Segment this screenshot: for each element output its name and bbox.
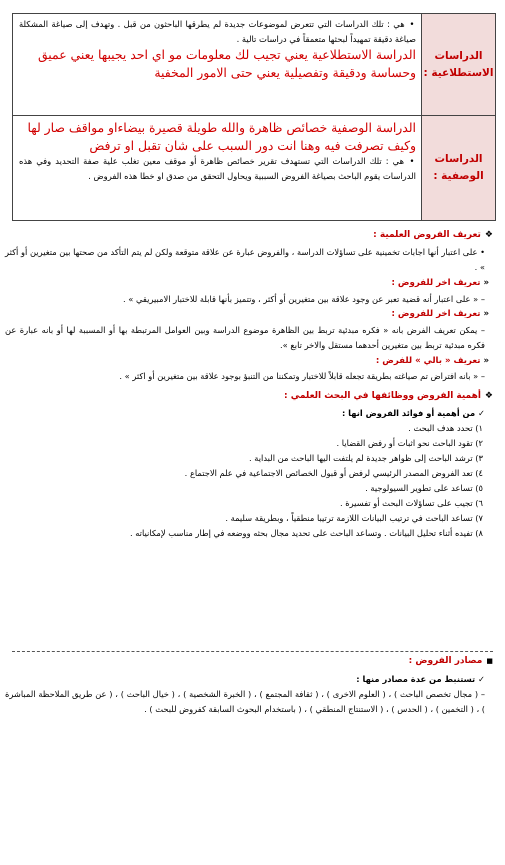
scientific-def-text: • على اعتبار أنها اجابات تخمينية على تساؤلات الدراسة ، والفروض عبارة عن علاقة متوقعة ولكن لم يتم التأكد من صحتها بين متغيرين أو أكثر » . (5, 247, 485, 273)
exploratory-label: الدراسات الاستطلاعية : (421, 14, 495, 115)
dash-icon: – (480, 371, 485, 382)
importance-item: ٥) تساعد على تطوير السيولوجية . (365, 482, 483, 493)
check-icon: ✓ (478, 673, 485, 684)
other-def1-heading: «تعريف اخر للفروض : (391, 278, 489, 289)
diamond-icon: ❖ (484, 230, 493, 240)
chevron-icon: « (483, 309, 489, 320)
descriptive-label: الدراسات الوصفية : (421, 116, 495, 220)
other-def2-text: – يمكن تعريف الفرض بانه « فكره مبدئية تربط بين الظاهرة موضوع الدراسة وبين العوامل المرتبطة بها أو المسببة لها أو بانه عبارة عن فكره مبدئية تربط بين متغيرين أحدهما مستقل والاخر تابع ». (5, 324, 485, 350)
bayli-def-heading: «تعريف « بالي » للفرض : (375, 355, 489, 366)
dash-icon: – (480, 293, 485, 304)
descriptive-row (13, 116, 495, 220)
exploratory-text: هي : تلك الدراسات التي تتعرض لموضوعات جديدة لم يطرقها الباحثون من قبل . وتهدف إلى صياغة المشكلة صياغة دقيقة تمهيداً لبحثها متعمقاً في دراسات تالية . (19, 19, 416, 44)
dash-icon: – (480, 324, 485, 335)
descriptive-text: هي : تلك الدراسات التي تستهدف تقرير خصائص ظاهرة أو موقف معين تغلب علية صفة التحديد وفي هذه الدراسات يقوم الباحث بصياغة الفروض السببية ويحاول التحقق من صدق او خطا هذه الفروض . (19, 156, 416, 181)
importance-heading: ❖أهمية الفروض ووظائفها في البحث العلمي : (284, 391, 493, 402)
exploratory-handwritten-note: الدراسة الاستطلاعية يعني تجيب لك معلومات مو اي احد يجيبها يعني عميق وحساسة ودقيقة وتفصيلية يعني حتى الامور المخفية (37, 47, 416, 81)
dash-icon: – (480, 688, 485, 699)
hypotheses-body (5, 225, 493, 541)
importance-item: ٦) تجيب على تساؤلات البحث أو تفسيرة . (339, 497, 483, 508)
chevron-icon: « (483, 355, 489, 366)
descriptive-handwritten-note: الدراسة الوصفية خصائص ظاهرة والله طويلة قصيرة بيضاءاو مواقف صار لها وكيف تصرفت فيه وهنا انت دور السبب على شان تقبل او ترفض (27, 120, 416, 153)
bullet-icon: • (480, 247, 485, 258)
sources-intro: ✓ تستنبط من عدة مصادر منها : (356, 673, 485, 684)
importance-item: ١) تحدد هدف البحث . (408, 423, 483, 434)
square-icon: ■ (486, 657, 493, 665)
importance-intro: ✓ من أهمية أو فوائد الفروض انها : (341, 408, 485, 419)
importance-item: ٧) تساعد الباحث في ترتيب البيانات اللازمة ترتيبا منطقياً ، وبطريقة سليمة . (225, 512, 483, 523)
sources-list: – ( مجال تخصص الباحث ) ، ( العلوم الاخرى ) ، ( ثقافة المجتمع ) ، ( الخبرة الشخصية ) ، ( خيال الباحث ) ، ( عن طريق الملاحظة المباشرة ) ، ( التخمين ) ، ( الحدس ) ، ( الاستنتاج المنطقي ) ، ( باستخدام البحوث السابقة كفروض للبحث ) . (5, 688, 485, 715)
sources-section (5, 651, 493, 718)
bullet-icon: • (409, 19, 415, 29)
bayli-def-text: – « بانه افتراض تم صياغته بطريقة تجعله قابلاً للاختبار وتمكننا من التنبؤ بوجود علاقة بين متغيرين أو اكثر » . (119, 371, 485, 382)
check-icon: ✓ (478, 408, 485, 419)
importance-item: ٨) تفيده أثناء تحليل البيانات . وتساعد الباحث على تحديد مجال بحثه ووضعه في إطار مناسب لإمكانياته . (129, 527, 483, 538)
diamond-icon: ❖ (484, 391, 493, 402)
chevron-icon: « (483, 278, 489, 289)
sources-heading: ■مصادر الفروض : (408, 656, 493, 666)
importance-item: ٢) تقود الباحث نحو اثبات أو رفض القضايا . (336, 438, 483, 449)
bullet-icon: • (409, 156, 415, 167)
exploratory-row (13, 14, 495, 116)
importance-item: ٤) تعد الفروض المصدر الرئيسي لرفض أو قبول الخصائص الاجتماعية في علم الاجتماع . (184, 468, 483, 478)
study-types-table (12, 13, 496, 221)
other-def1-text: – « على اعتبار أنه قضية تعبر عن وجود علاقة بين متغيرين أو أكثر ، وتتميز بأنها قابلة للاختبار الامبيريقي » . (123, 293, 485, 304)
scientific-def-heading: ❖تعريف الفروض العلمية : (373, 230, 493, 240)
importance-item: ٣) ترشد الباحث إلى ظواهر جديدة لم يلتفت اليها الباحث من البداية . (248, 453, 483, 464)
other-def2-heading: «تعريف اخر للفروض : (391, 309, 489, 320)
